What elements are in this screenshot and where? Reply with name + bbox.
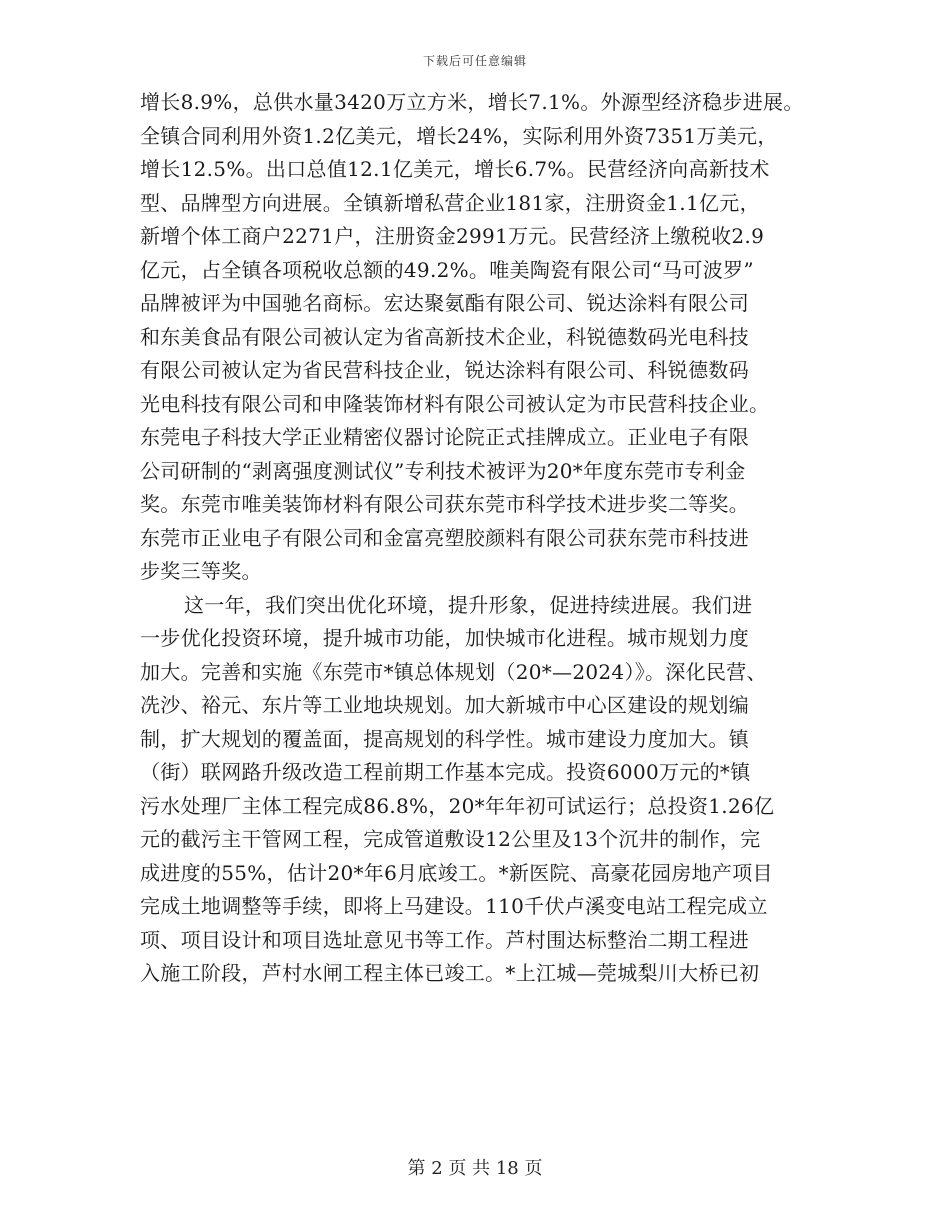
text-line: 加大。完善和实施《东莞市*镇总体规划（20*—2024）》。深化民营、 [140,659,767,684]
page-number: 第 2 页 共 18 页 [407,1158,543,1179]
document-body [140,86,812,991]
text-line: 有限公司被认定为省民营科技企业，锐达涂料有限公司、科锐德数码 [140,358,749,382]
text-line: 东莞市正业电子有限公司和金富亮塑胶颜料有限公司获东莞市科技进 [140,525,749,550]
text-line: 完成土地调整等手续，即将上马建设。110千伏卢溪变电站工程完成立 [140,894,768,918]
text-line: 公司研制的“剥离强度测试仪”专利技术被评为20*年度东莞市专利金 [140,458,746,483]
text-line: 污水处理厂主体工程完成86.8%，20*年年初可试运行；总投资1.26亿 [140,793,775,818]
text-line: 这一年，我们突出优化环境，提升形象，促进持续进展。我们进 [184,592,753,617]
text-line: 品牌被评为中国驰名商标。宏达聚氨酯有限公司、锐达涂料有限公司 [140,291,749,315]
text-line: 光电科技有限公司和申隆装饰材料有限公司被认定为市民营科技企业。 [140,391,770,416]
text-line: 和东美食品有限公司被认定为省高新技术企业，科锐德数码光电科技 [140,324,749,349]
text-line: 步奖三等奖。 [140,559,262,583]
text-line: 新增个体工商户2271户，注册资金2991万元。民营经济上缴税收2.9 [140,224,765,248]
text-line: （街）联网路升级改造工程前期工作基本完成。投资6000万元的*镇 [140,760,751,784]
text-line: 增长12.5%。出口总值12.1亿美元，增长6.7%。民营经济向高新技术 [140,157,770,181]
text-line: 全镇合同利用外资1.2亿美元，增长24%，实际利用外资7351万美元， [140,123,778,148]
text-line: 东莞电子科技大学正业精密仪器讨论院正式挂牌成立。正业电子有限 [140,425,749,449]
text-line: 入施工阶段，芦村水闸工程主体已竣工。*上江城—莞城梨川大桥已初 [140,961,760,985]
text-line: 增长8.9%，总供水量3420万立方米，增长7.1%。外源型经济稳步进展。 [140,90,804,114]
text-line: 奖。东莞市唯美装饰材料有限公司获东莞市科学技术进步奖二等奖。 [140,492,749,516]
text-line: 制，扩大规划的覆盖面，提高规划的科学性。城市建设力度加大。镇 [140,726,749,751]
text-line: 亿元，占全镇各项税收总额的49.2%。唯美陶瓷有限公司“马可波罗” [140,257,754,282]
text-line: 项、项目设计和项目选址意见书等工作。芦村围达标整治二期工程进 [140,927,749,952]
text-line: 一步优化投资环境，提升城市功能，加快城市化进程。城市规划力度 [140,626,749,650]
text-line: 成进度的55%，估计20*年6月底竣工。*新医院、高豪花园房地产项目 [140,860,773,885]
page-header-note: 下载后可任意编辑 [422,54,527,68]
text-line: 元的截污主干管网工程，完成管道敷设12公里及13个沉井的制作，完 [140,827,761,851]
text-line: 冼沙、裕元、东片等工业地块规划。加大新城市中心区建设的规划编 [140,693,749,717]
text-line: 型、品牌型方向进展。全镇新增私营企业181家，注册资金1.1亿元， [140,190,760,215]
